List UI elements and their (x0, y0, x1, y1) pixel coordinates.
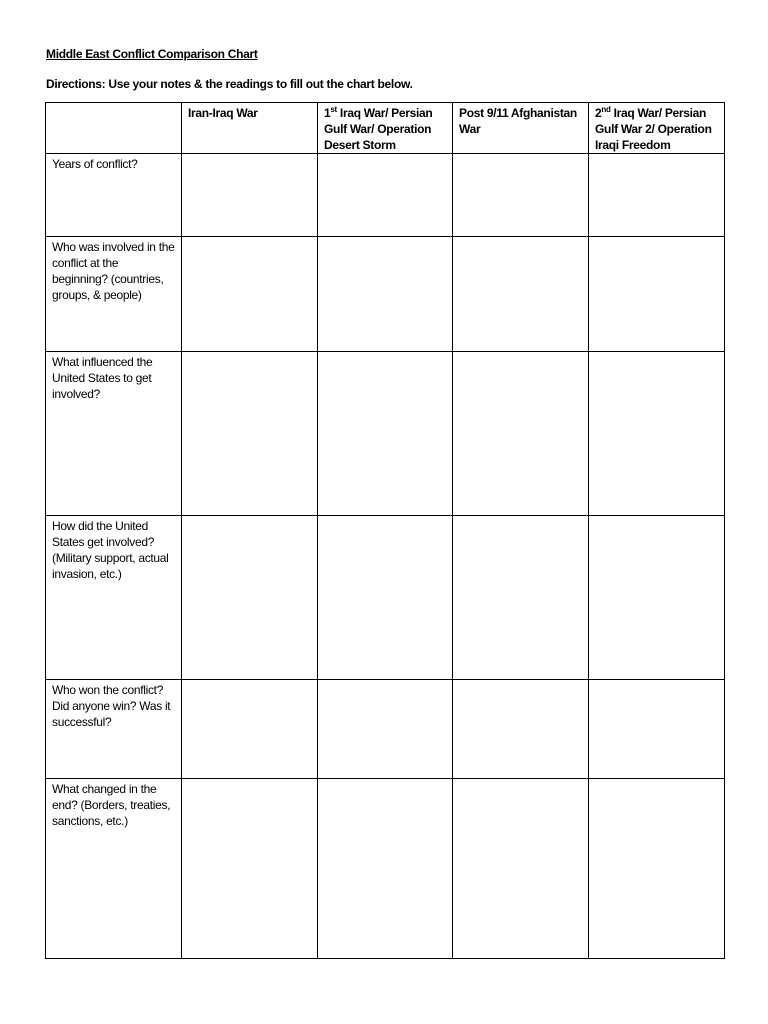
header-afghanistan-war: Post 9/11 Afghanistan War (453, 103, 589, 154)
header-first-iraq-war: 1st Iraq War/ Persian Gulf War/ Operation Desert Storm (318, 103, 453, 154)
answer-cell[interactable] (453, 154, 589, 237)
answer-cell[interactable] (589, 516, 725, 680)
answer-cell[interactable] (182, 237, 318, 352)
answer-cell[interactable] (182, 352, 318, 516)
question-what-influenced-us: What influenced the United States to get involved? (46, 352, 182, 516)
answer-cell[interactable] (182, 779, 318, 959)
directions-text: Directions: Use your notes & the readings to fill out the chart below. (46, 77, 413, 91)
answer-cell[interactable] (318, 237, 453, 352)
answer-cell[interactable] (318, 516, 453, 680)
answer-cell[interactable] (589, 237, 725, 352)
answer-cell[interactable] (318, 352, 453, 516)
header-row (46, 103, 725, 154)
answer-cell[interactable] (182, 516, 318, 680)
header-second-iraq-war: 2nd Iraq War/ Persian Gulf War 2/ Operation Iraqi Freedom (589, 103, 725, 154)
answer-cell[interactable] (182, 680, 318, 779)
table-row (46, 237, 725, 352)
answer-cell[interactable] (589, 779, 725, 959)
answer-cell[interactable] (318, 154, 453, 237)
table-row (46, 779, 725, 959)
answer-cell[interactable] (453, 237, 589, 352)
answer-cell[interactable] (453, 516, 589, 680)
header-iran-iraq-war: Iran-Iraq War (182, 103, 318, 154)
answer-cell[interactable] (318, 680, 453, 779)
table-row (46, 154, 725, 237)
document-title: Middle East Conflict Comparison Chart (46, 47, 258, 61)
answer-cell[interactable] (182, 154, 318, 237)
question-who-won: Who won the conflict? Did anyone win? Was it successful? (46, 680, 182, 779)
table-row (46, 516, 725, 680)
answer-cell[interactable] (453, 680, 589, 779)
question-who-was-involved: Who was involved in the conflict at the beginning? (countries, groups, & people) (46, 237, 182, 352)
question-how-us-involved: How did the United States get involved? (Military support, actual invasion, etc.) (46, 516, 182, 680)
answer-cell[interactable] (318, 779, 453, 959)
answer-cell[interactable] (589, 680, 725, 779)
answer-cell[interactable] (453, 779, 589, 959)
table-row (46, 680, 725, 779)
table-row (46, 352, 725, 516)
question-what-changed: What changed in the end? (Borders, treaties, sanctions, etc.) (46, 779, 182, 959)
question-years-of-conflict: Years of conflict? (46, 154, 182, 237)
header-corner-cell (46, 103, 182, 154)
answer-cell[interactable] (589, 154, 725, 237)
comparison-chart (45, 102, 725, 959)
answer-cell[interactable] (453, 352, 589, 516)
answer-cell[interactable] (589, 352, 725, 516)
